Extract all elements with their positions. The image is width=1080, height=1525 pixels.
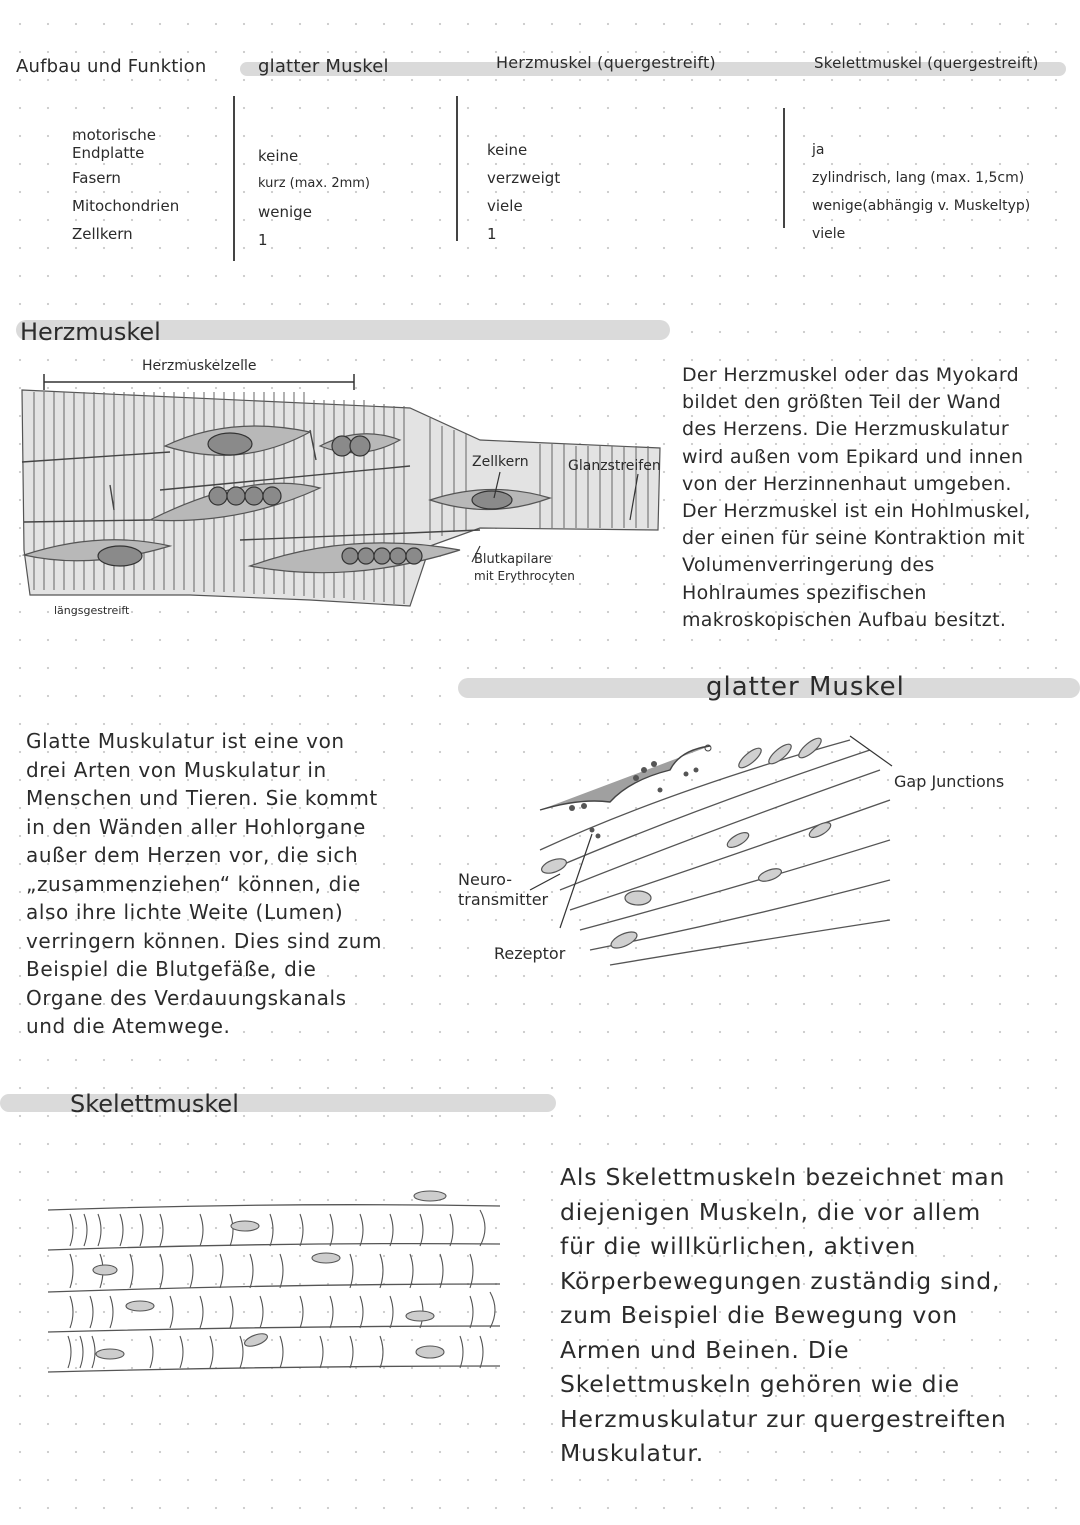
herzmuskel-diagram [10,370,670,630]
label-endplatte: Endplatte [72,144,145,162]
skelett-line: Herzmuskulatur zur quergestreiften [560,1404,1007,1433]
herz-line: der einen für seine Kontraktion mit [682,527,1025,550]
herzmuskel-title: Herzmuskel [20,318,161,346]
label-zellkern: Zellkern [472,454,529,470]
skelett-text [560,1160,1007,1471]
label-gap-junctions: Gap Junctions [894,772,1005,791]
cell-glatt-endplatte: keine [258,147,299,165]
glatt-line: also ihre lichte Weite (Lumen) [26,900,344,924]
label-blutkapilare-2: mit Erythrocyten [474,569,575,583]
glatt-line: „zusammenziehen“ können, die [26,871,361,896]
table-header-glatter-muskel: glatter Muskel [258,56,389,77]
herz-line: von der Herzinnenhaut umgeben. [682,472,1012,495]
herz-line: Der Herzmuskel oder das Myokard [682,364,1019,386]
label-laengsgestreift: längsgestreift [54,604,130,617]
cell-herz-fasern: verzweigt [487,169,561,187]
herz-line: des Herzens. Die Herzmuskulatur [682,418,1009,441]
cell-herz-mitochondrien: viele [487,197,523,215]
label-blutkapilare-1: Blutkapilare [474,552,552,567]
table-col-glatt [258,142,370,254]
table-row-labels [72,126,179,248]
skelett-line: Körperbewegungen zuständig sind, [560,1266,1001,1295]
table-divider-2 [456,96,458,241]
cell-skelett-mitochondrien: wenige(abhängig v. Muskeltyp) [812,198,1031,214]
herz-line: Volumenverringerung des [682,554,935,577]
skelett-line: diejenigen Muskeln, die vor allem [560,1197,982,1226]
table-header-aufbau: Aufbau und Funktion [16,56,207,77]
cell-glatt-zellkern: 1 [258,231,268,249]
skelett-line: Armen und Beinen. Die [560,1335,850,1364]
skelett-line: zum Beispiel die Bewegung von [560,1301,958,1329]
cell-herz-zellkern: 1 [487,225,497,243]
herz-line: Hohlraumes spezifischen [682,581,927,604]
label-fasern: Fasern [72,169,121,187]
skelett-title: Skelettmuskel [70,1090,239,1118]
table-col-skelett [812,136,1030,248]
cell-herz-endplatte: keine [487,141,528,159]
label-mitochondrien: Mitochondrien [72,197,180,215]
table-header-skelettmuskel: Skelettmuskel (quergestreift) [814,54,1039,72]
table-divider-1 [233,96,235,261]
glatt-line: drei Arten von Muskulatur in [26,757,327,782]
cell-skelett-endplatte: ja [812,142,825,158]
glatt-line: Glatte Muskulatur ist eine von [26,729,345,753]
glatt-diagram [520,730,900,970]
cell-glatt-fasern: kurz (max. 2mm) [258,176,370,191]
label-herzmuskelzelle: Herzmuskelzelle [142,358,257,374]
skelett-line: Muskulatur. [560,1439,705,1467]
label-zellkern: Zellkern [72,225,133,243]
glatt-title: glatter Muskel [706,672,905,702]
skelett-diagram [40,1180,510,1390]
herz-line: wird außen vom Epikard und innen [682,445,1024,468]
glatt-text [26,727,382,1041]
label-neuro-1: Neuro- [458,870,513,889]
glatt-line: Beispiel die Blutgefäße, die [26,957,317,981]
label-neurotransmitter [458,870,548,910]
label-glanzstreifen: Glanzstreifen [568,458,661,474]
table-col-herz [487,136,560,248]
label-motorische: motorische [72,126,156,144]
glatt-line: und die Atemwege. [26,1014,231,1038]
cell-skelett-fasern: zylindrisch, lang (max. 1,5cm) [812,170,1025,186]
glatt-line: in den Wänden aller Hohlorgane [26,814,366,839]
cell-glatt-mitochondrien: wenige [258,203,312,221]
herz-line: makroskopischen Aufbau besitzt. [682,608,1007,631]
table-header-herzmuskel: Herzmuskel (quergestreift) [496,53,716,72]
table-divider-3 [783,108,785,228]
glatt-line: Menschen und Tieren. Sie kommt [26,786,378,810]
glatt-line: außer dem Herzen vor, die sich [26,843,359,867]
skelett-line: Als Skelettmuskeln bezeichnet man [560,1163,1006,1191]
skelett-line: Skelettmuskeln gehören wie die [560,1370,960,1398]
skelett-line: für die willkürlichen, aktiven [560,1232,917,1260]
label-blutkapilare [474,552,575,584]
glatt-line: verringern können. Dies sind zum [26,928,383,953]
herz-line: Der Herzmuskel ist ein Hohlmuskel, [682,500,1031,523]
herzmuskel-text [682,362,1031,634]
glatt-line: Organe des Verdauungskanals [26,985,347,1010]
label-rezeptor: Rezeptor [494,944,566,963]
cell-skelett-zellkern: viele [812,226,846,242]
herz-line: bildet den größten Teil der Wand [682,391,1002,414]
label-neuro-2: transmitter [458,890,549,909]
